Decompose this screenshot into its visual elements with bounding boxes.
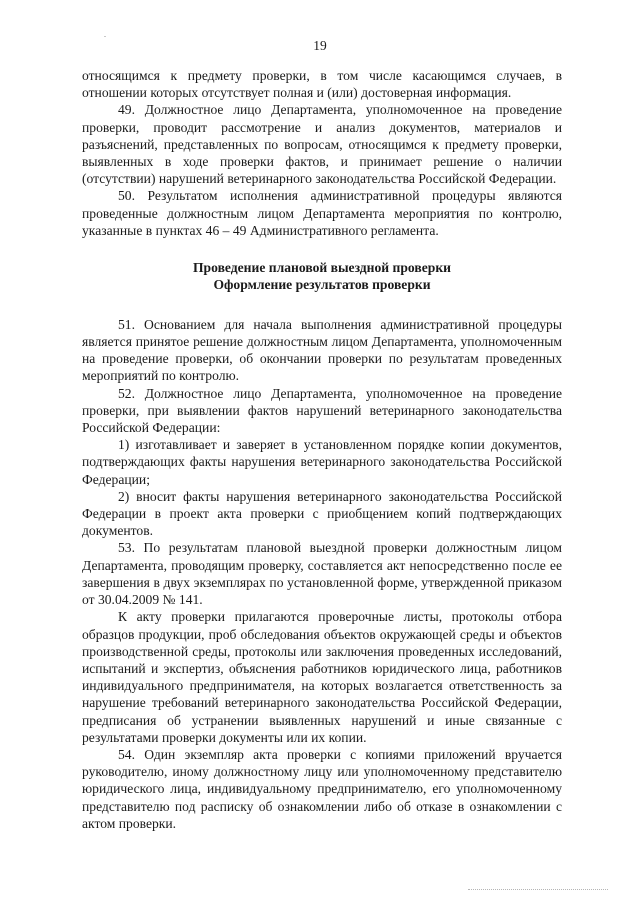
paragraph-continuation: относящимся к предмету проверки, в том числе касающимся случаев, в отношении которых отсутствует полная и (или) достоверная информация.	[82, 68, 562, 101]
footer-dotted-rule	[468, 889, 608, 890]
paragraph-54: 54. Один экземпляр акта проверки с копиями приложений вручается руководителю, иному должностному лицу или уполномоченному представителю юридического лица, индивидуальному предпринимателю, его уполномоченному представителю под расписку об ознакомлении либо об отказе в ознакомлении с актом проверки.	[82, 746, 562, 831]
paragraph-52-item-1: 1) изготавливает и заверяет в установленном порядке копии документов, подтверждающих факты нарушения ветеринарного законодательства Российской Федерации;	[82, 437, 562, 487]
paragraph-49: 49. Должностное лицо Департамента, уполномоченное на проведение проверки, проводит рассмотрение и анализ документов, материалов и разъяснений, представленных по вопросам, относящимся к предмету проверки, выявленных в ходе проверки фактов, и принимает решение о наличии (отсутствии) нарушений ветеринарного законодательства Российской Федерации.	[82, 102, 562, 187]
document-body	[82, 67, 562, 832]
paragraph-51: 51. Основанием для начала выполнения административной процедуры является принятое решение должностным лицом Департамента, уполномоченным на проведение проверки, об окончании проверки по результатам проведенных мероприятий по контролю.	[82, 316, 562, 384]
section-heading	[82, 259, 562, 294]
paragraph-52: 52. Должностное лицо Департамента, уполномоченное на проведение проверки, при выявлении фактов нарушений ветеринарного законодательства Российской Федерации:	[82, 385, 562, 436]
scan-speck	[104, 36, 106, 37]
paragraph-52-item-2: 2) вносит факты нарушения ветеринарного законодательства Российской Федерации в проект акта проверки с приобщением копий подтверждающих документов.	[82, 488, 562, 539]
paragraph-50: 50. Результатом исполнения административной процедуры являются проведенные должностным лицом Департамента мероприятия по контролю, указанные в пунктах 46 – 49 Административного регламента.	[82, 188, 562, 238]
paragraph-53: 53. По результатам плановой выездной проверки должностным лицом Департамента, проводящим проверку, составляется акт непосредственно после ее завершения в двух экземплярах по установленной форме, утвержденной приказом от 30.04.2009 № 141.	[82, 540, 562, 608]
paragraph-53-attachments: К акту проверки прилагаются проверочные листы, протоколы отбора образцов продукции, проб обследования объектов окружающей среды и объектов производственной среды, протоколы или заключения проведенных исследований, испытаний и экспертиз, объяснения работников юридического лица, работников индивидуального предпринимателя, на которых возлагается ответственность за нарушение требований ветеринарного законодательства Российской Федерации, предписания об устранении выявленных нарушений и иные связанные с результатами проверки документы или их копии.	[82, 609, 562, 745]
section-heading-line-1: Проведение плановой выездной проверки	[192, 260, 451, 276]
section-heading-line-2: Оформление результатов проверки	[213, 277, 431, 293]
page-number: 19	[313, 38, 327, 53]
